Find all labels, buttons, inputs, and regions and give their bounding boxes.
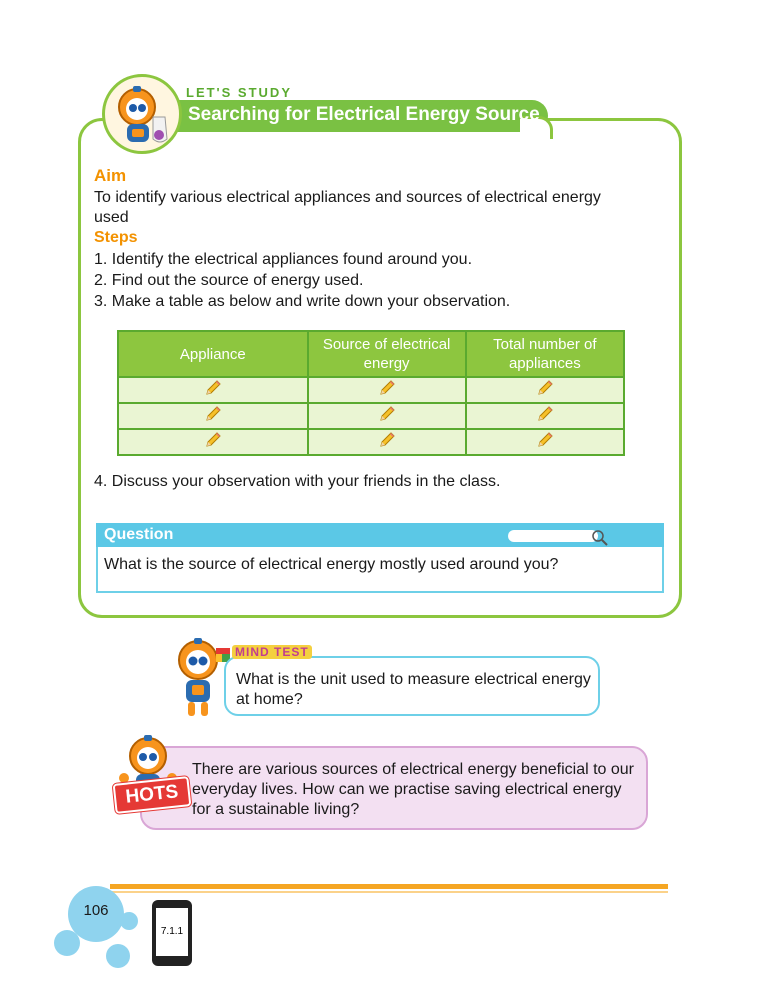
table-cell[interactable]	[308, 377, 466, 403]
pencil-icon	[204, 379, 222, 397]
question-label: Question	[104, 526, 174, 543]
mind-test-line-1: What is the unit used to measure electrical energy	[236, 671, 591, 688]
pencil-icon	[204, 431, 222, 449]
table-cell[interactable]	[118, 429, 308, 455]
table-row	[118, 403, 624, 429]
aim-text-line-1: To identify various electrical appliances and sources of electrical energy	[94, 189, 601, 206]
page-number: 106	[68, 886, 124, 942]
magnifier-icon	[590, 528, 610, 548]
steps-heading: Steps	[94, 229, 138, 246]
study-title: Searching for Electrical Energy Source	[188, 104, 540, 125]
step-2: 2. Find out the source of energy used.	[94, 272, 364, 289]
pencil-icon	[378, 431, 396, 449]
table-header-total: Total number of appliances	[466, 331, 624, 377]
standard-code: 7.1.1	[156, 908, 188, 956]
hots-line-1: There are various sources of electrical energy beneficial to our	[192, 761, 634, 778]
table-header-appliance: Appliance	[118, 331, 308, 377]
decorative-bubble-icon	[106, 944, 130, 968]
hots-text	[192, 760, 634, 820]
mind-test-text	[236, 670, 591, 710]
table-row	[118, 377, 624, 403]
pencil-icon	[536, 379, 554, 397]
question-search-bar	[508, 530, 598, 542]
step-3: 3. Make a table as below and write down your observation.	[94, 293, 511, 310]
table-cell[interactable]	[466, 429, 624, 455]
pencil-icon	[536, 405, 554, 423]
table-cell[interactable]	[308, 403, 466, 429]
mind-test-line-2: at home?	[236, 691, 303, 708]
pencil-icon	[536, 431, 554, 449]
table-row	[118, 429, 624, 455]
table-cell[interactable]	[308, 429, 466, 455]
step-4: 4. Discuss your observation with your friends in the class.	[94, 473, 501, 490]
robot-mascot-icon	[102, 74, 182, 154]
observation-table	[117, 330, 625, 456]
table-cell[interactable]	[118, 403, 308, 429]
footer-rule	[110, 884, 668, 889]
table-cell[interactable]	[118, 377, 308, 403]
footer-rule-light	[110, 891, 668, 893]
mind-test-label: MIND TEST	[232, 645, 312, 659]
aim-heading: Aim	[94, 166, 127, 185]
hots-badge: HOTS	[113, 776, 192, 814]
pencil-icon	[204, 405, 222, 423]
pencil-icon	[378, 405, 396, 423]
pencil-icon	[378, 379, 396, 397]
hots-line-3: for a sustainable living?	[192, 801, 360, 818]
question-text: What is the source of electrical energy mostly used around you?	[104, 556, 559, 573]
aim-text-line-2: used	[94, 209, 129, 226]
step-1: 1. Identify the electrical appliances found around you.	[94, 251, 473, 268]
table-cell[interactable]	[466, 377, 624, 403]
table-cell[interactable]	[466, 403, 624, 429]
hots-line-2: everyday lives. How can we practise saving electrical energy	[192, 781, 622, 798]
table-header-source: Source of electrical energy	[308, 331, 466, 377]
lets-study-kicker: LET'S STUDY	[186, 85, 292, 100]
